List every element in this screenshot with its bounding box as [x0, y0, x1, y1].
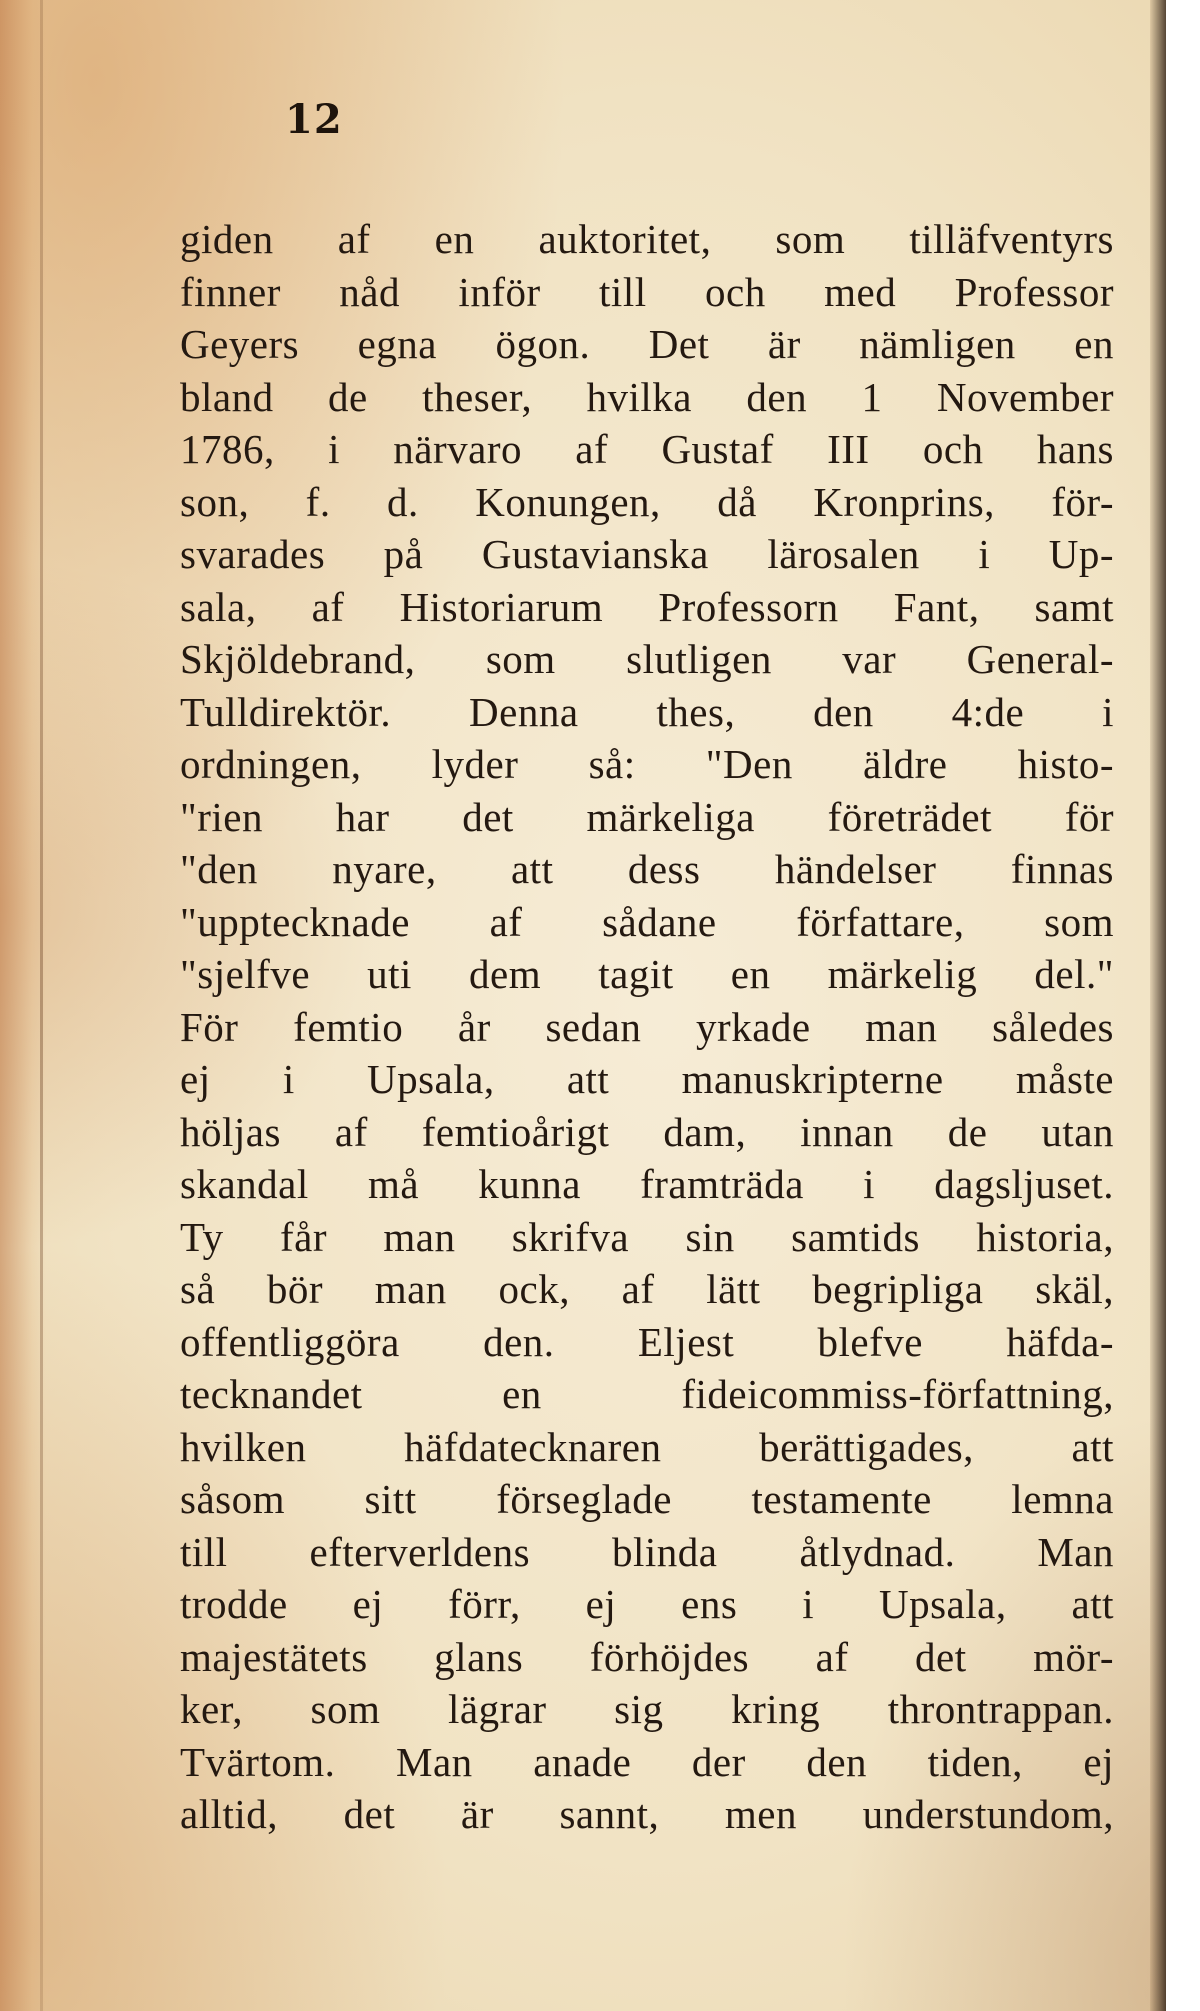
- text-line: såsom sitt förseglade testamente lemna: [180, 1476, 1114, 1522]
- text-line: son, f. d. Konungen, då Kronprins, för-: [180, 478, 1114, 525]
- body-text: [180, 213, 1114, 1841]
- page-fold-line: [40, 0, 43, 2011]
- text-line: "upptecknade af sådane författare, som: [180, 898, 1114, 945]
- text-line: Ty får man skrifva sin samtids historia,: [180, 1213, 1114, 1260]
- text-line: "sjelfve uti dem tagit en märkelig del.": [180, 951, 1114, 997]
- text-line: finner nåd inför till och med Professor: [180, 268, 1114, 315]
- text-line: sala, af Historiarum Professorn Fant, samt: [180, 583, 1114, 630]
- text-line: så bör man ock, af lätt begripliga skäl,: [180, 1266, 1114, 1312]
- text-line: offentliggöra den. Eljest blefve häfda-: [180, 1318, 1114, 1365]
- text-line: skandal må kunna framträda i dagsljuset.: [180, 1161, 1114, 1207]
- text-line: till efterverldens blinda åtlydnad. Man: [180, 1528, 1114, 1575]
- text-line: Tulldirektör. Denna thes, den 4:de i: [180, 688, 1114, 735]
- text-line: ker, som lägrar sig kring throntrappan.: [180, 1686, 1114, 1732]
- text-line: "den nyare, att dess händelser finnas: [180, 846, 1114, 892]
- text-line: höljas af femtioårigt dam, innan de utan: [180, 1108, 1114, 1155]
- text-line: majestätets glans förhöjdes af det mör-: [180, 1633, 1114, 1680]
- page-number: 12: [285, 96, 343, 143]
- text-line: bland de theser, hvilka den 1 November: [180, 373, 1114, 420]
- text-line: hvilken häfdatecknaren berättigades, att: [180, 1423, 1114, 1470]
- text-line: trodde ej förr, ej ens i Upsala, att: [180, 1581, 1114, 1627]
- text-line: Tvärtom. Man anade der den tiden, ej: [180, 1738, 1114, 1785]
- binding-margin: [1166, 0, 1200, 2011]
- text-line: Geyers egna ögon. Det är nämligen en: [180, 321, 1114, 367]
- text-line: Skjöldebrand, som slutligen var General-: [180, 636, 1114, 682]
- text-line: För femtio år sedan yrkade man således: [180, 1003, 1114, 1050]
- text-line: tecknandet en fideicommiss-författning,: [180, 1371, 1114, 1417]
- text-line: "rien har det märkeliga företrädet för: [180, 793, 1114, 840]
- text-line: giden af en auktoritet, som tilläfventyrs: [180, 216, 1114, 262]
- text-line: 1786, i närvaro af Gustaf III och hans: [180, 426, 1114, 472]
- text-line: ordningen, lyder så: "Den äldre histo-: [180, 741, 1114, 787]
- text-line: ej i Upsala, att manuskripterne måste: [180, 1056, 1114, 1102]
- text-line: alltid, det är sannt, men understundom,: [180, 1791, 1114, 1837]
- text-line: svarades på Gustavianska lärosalen i Up-: [180, 531, 1114, 577]
